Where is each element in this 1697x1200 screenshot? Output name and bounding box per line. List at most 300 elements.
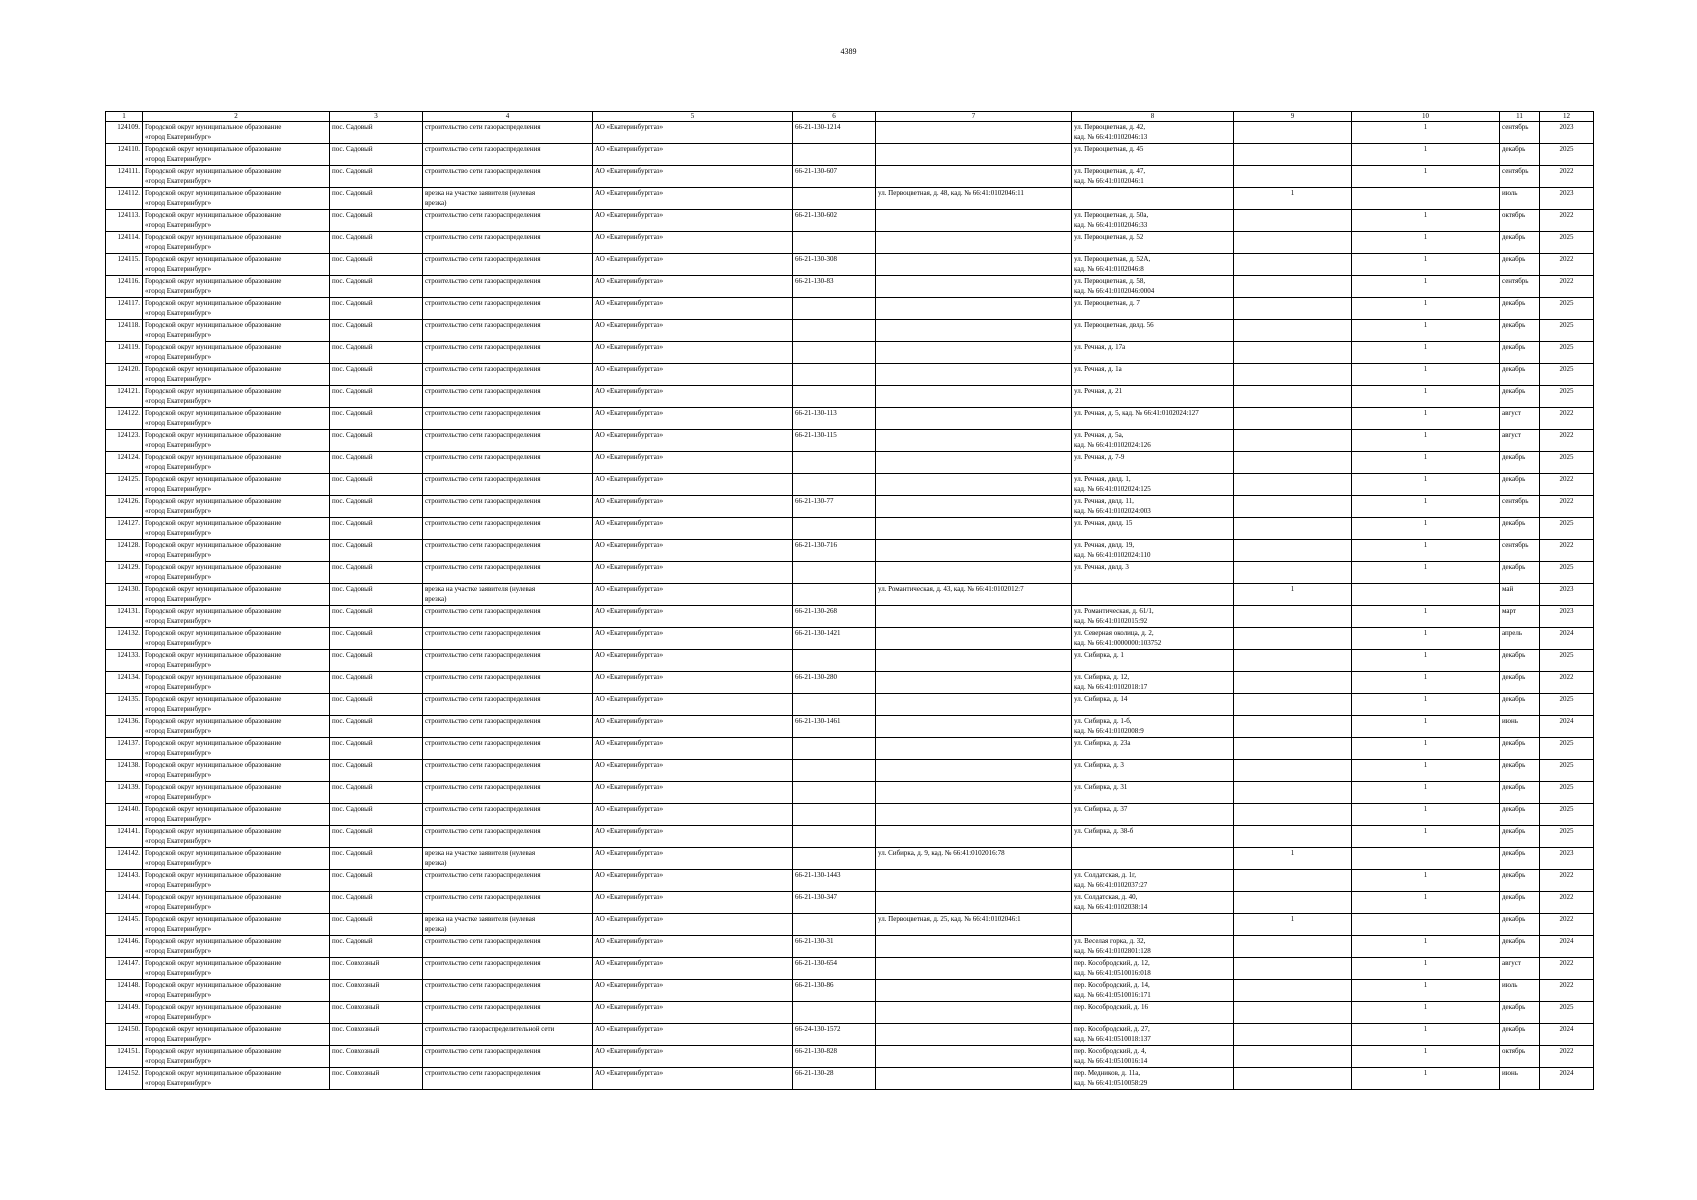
municipality-cell <box>143 628 330 650</box>
cell-text-line: Городской округ муниципальное образование <box>145 1047 282 1055</box>
operator-cell: АО «Екатеринбурггаз» <box>593 826 793 848</box>
cell-text-line: «город Екатеринбург» <box>145 243 212 251</box>
operator-cell: АО «Екатеринбурггаз» <box>593 672 793 694</box>
network-count-cell: 1 <box>1352 650 1500 672</box>
month-cell: октябрь <box>1500 1046 1540 1068</box>
object-code-cell: 66-21-130-83 <box>793 276 876 298</box>
month-cell: декабрь <box>1500 386 1540 408</box>
settlement-cell: пос. Садовый <box>330 936 423 958</box>
insert-address-cell <box>876 166 1072 188</box>
work-type-cell: строительство сети газораспределения <box>423 298 593 320</box>
insert-count-cell <box>1234 562 1352 584</box>
network-count-cell: 1 <box>1352 210 1500 232</box>
insert-address-cell <box>876 320 1072 342</box>
municipality-cell <box>143 540 330 562</box>
month-cell: декабрь <box>1500 848 1540 870</box>
operator-cell: АО «Екатеринбурггаз» <box>593 144 793 166</box>
insert-count-cell <box>1234 628 1352 650</box>
network-count-cell: 1 <box>1352 870 1500 892</box>
settlement-cell: пос. Садовый <box>330 210 423 232</box>
cell-text-line: «город Екатеринбург» <box>145 947 212 955</box>
cell-text-line: кад. № 66:41:0102037:27 <box>1074 881 1148 889</box>
insert-count-cell <box>1234 1046 1352 1068</box>
cell-text-line: «город Екатеринбург» <box>145 617 212 625</box>
cell-text-line: ул. Первоцветная, двлд. 56 <box>1074 321 1154 329</box>
insert-address-cell <box>876 782 1072 804</box>
cell-text-line: Городской округ муниципальное образование <box>145 563 282 571</box>
insert-address-cell <box>876 870 1072 892</box>
municipality-cell <box>143 386 330 408</box>
cell-text-line: ул. Веселая горка, д. 32, <box>1074 937 1146 945</box>
network-count-cell <box>1352 188 1500 210</box>
insert-count-cell <box>1234 958 1352 980</box>
address-cell <box>1072 782 1234 804</box>
cell-text-line: ул. Речная, двлд. 1, <box>1074 475 1131 483</box>
object-code-cell <box>793 826 876 848</box>
row-number-cell: 124121. <box>106 386 143 408</box>
object-code-cell <box>793 474 876 496</box>
municipality-cell <box>143 760 330 782</box>
column-header: 6 <box>793 112 876 122</box>
network-count-cell: 1 <box>1352 980 1500 1002</box>
cell-text-line: Городской округ муниципальное образование <box>145 695 282 703</box>
month-cell: июнь <box>1500 1068 1540 1090</box>
month-cell: июль <box>1500 980 1540 1002</box>
network-count-cell <box>1352 584 1500 606</box>
month-cell: сентябрь <box>1500 166 1540 188</box>
cell-text-line: ул. Солдатская, д. 40, <box>1074 893 1138 901</box>
cell-text-line: «город Екатеринбург» <box>145 639 212 647</box>
year-cell: 2025 <box>1540 144 1594 166</box>
operator-cell: АО «Екатеринбурггаз» <box>593 430 793 452</box>
settlement-cell: пос. Садовый <box>330 188 423 210</box>
row-number-cell: 124139. <box>106 782 143 804</box>
table-row <box>106 716 1594 738</box>
cell-text-line: кад. № 66:41:0510058:29 <box>1074 1079 1148 1087</box>
month-cell: декабрь <box>1500 826 1540 848</box>
insert-address-cell <box>876 958 1072 980</box>
operator-cell: АО «Екатеринбурггаз» <box>593 760 793 782</box>
table-row <box>106 870 1594 892</box>
cell-text-line: кад. № 66:41:0102046:0004 <box>1074 287 1155 295</box>
cell-text-line: кад. № 66:41:0102046:13 <box>1074 133 1148 141</box>
month-cell: декабрь <box>1500 562 1540 584</box>
cell-text-line: ул. Первоцветная, д. 45 <box>1074 145 1144 153</box>
insert-count-cell <box>1234 122 1352 144</box>
cell-text-line: «город Екатеринбург» <box>145 1057 212 1065</box>
cell-text-line: врезка) <box>425 859 447 867</box>
address-cell <box>1072 584 1234 606</box>
network-count-cell: 1 <box>1352 452 1500 474</box>
address-cell <box>1072 1046 1234 1068</box>
table-row <box>106 320 1594 342</box>
cell-text-line: Городской округ муниципальное образование <box>145 431 282 439</box>
network-count-cell: 1 <box>1352 430 1500 452</box>
cell-text-line: кад. № 66:41:0000000:103752 <box>1074 639 1162 647</box>
cell-text-line: ул. Сибирка, д. 14 <box>1074 695 1128 703</box>
object-code-cell <box>793 738 876 760</box>
month-cell: декабрь <box>1500 892 1540 914</box>
object-code-cell: 66-21-130-1421 <box>793 628 876 650</box>
address-cell <box>1072 144 1234 166</box>
network-count-cell: 1 <box>1352 540 1500 562</box>
column-header: 7 <box>876 112 1072 122</box>
operator-cell: АО «Екатеринбурггаз» <box>593 892 793 914</box>
row-number-cell: 124152. <box>106 1068 143 1090</box>
insert-address-cell <box>876 232 1072 254</box>
month-cell: август <box>1500 408 1540 430</box>
cell-text-line: «город Екатеринбург» <box>145 485 212 493</box>
work-type-cell: строительство сети газораспределения <box>423 232 593 254</box>
settlement-cell: пос. Садовый <box>330 254 423 276</box>
cell-text-line: ул. Речная, д. 5а, <box>1074 431 1124 439</box>
table-row <box>106 1046 1594 1068</box>
insert-count-cell <box>1234 342 1352 364</box>
year-cell: 2025 <box>1540 518 1594 540</box>
address-cell <box>1072 650 1234 672</box>
municipality-cell <box>143 232 330 254</box>
network-count-cell: 1 <box>1352 386 1500 408</box>
settlement-cell: пос. Садовый <box>330 122 423 144</box>
work-type-cell: строительство сети газораспределения <box>423 672 593 694</box>
address-cell <box>1072 804 1234 826</box>
settlement-cell: пос. Садовый <box>330 276 423 298</box>
month-cell: декабрь <box>1500 232 1540 254</box>
insert-count-cell <box>1234 1002 1352 1024</box>
insert-count-cell <box>1234 276 1352 298</box>
year-cell: 2022 <box>1540 980 1594 1002</box>
object-code-cell: 66-21-130-1443 <box>793 870 876 892</box>
row-number-cell: 124122. <box>106 408 143 430</box>
row-number-cell: 124114. <box>106 232 143 254</box>
settlement-cell: пос. Совхозный <box>330 1068 423 1090</box>
network-count-cell: 1 <box>1352 1046 1500 1068</box>
cell-text-line: кад. № 66:41:0510016:14 <box>1074 1057 1148 1065</box>
row-number-cell: 124151. <box>106 1046 143 1068</box>
year-cell: 2022 <box>1540 276 1594 298</box>
operator-cell: АО «Екатеринбурггаз» <box>593 408 793 430</box>
row-number-cell: 124140. <box>106 804 143 826</box>
cell-text-line: «город Екатеринбург» <box>145 441 212 449</box>
cell-text-line: «город Екатеринбург» <box>145 991 212 999</box>
cell-text-line: кад. № 66:41:0102046:33 <box>1074 221 1148 229</box>
year-cell: 2022 <box>1540 958 1594 980</box>
address-cell <box>1072 386 1234 408</box>
row-number-cell: 124147. <box>106 958 143 980</box>
insert-address-cell <box>876 562 1072 584</box>
settlement-cell: пос. Совхозный <box>330 1046 423 1068</box>
cell-text-line: Городской округ муниципальное образование <box>145 475 282 483</box>
insert-address-cell <box>876 496 1072 518</box>
table-row <box>106 628 1594 650</box>
insert-address-cell <box>876 364 1072 386</box>
address-cell <box>1072 364 1234 386</box>
cell-text-line: кад. № 66:41:0102024:110 <box>1074 551 1151 559</box>
municipality-cell <box>143 276 330 298</box>
settlement-cell: пос. Садовый <box>330 870 423 892</box>
municipality-cell <box>143 188 330 210</box>
month-cell: декабрь <box>1500 804 1540 826</box>
insert-address-cell <box>876 144 1072 166</box>
cell-text-line: «город Екатеринбург» <box>145 353 212 361</box>
cell-text-line: Городской округ муниципальное образование <box>145 497 282 505</box>
insert-address-cell <box>876 1002 1072 1024</box>
object-code-cell <box>793 760 876 782</box>
operator-cell: АО «Екатеринбурггаз» <box>593 188 793 210</box>
object-code-cell: 66-21-130-113 <box>793 408 876 430</box>
cell-text-line: «город Екатеринбург» <box>145 221 212 229</box>
address-cell <box>1072 628 1234 650</box>
cell-text-line: ул. Северная околица, д. 2, <box>1074 629 1154 637</box>
address-cell <box>1072 452 1234 474</box>
row-number-cell: 124137. <box>106 738 143 760</box>
cell-text-line: Городской округ муниципальное образование <box>145 1025 282 1033</box>
year-cell: 2025 <box>1540 694 1594 716</box>
object-code-cell: 66-21-130-716 <box>793 540 876 562</box>
cell-text-line: «город Екатеринбург» <box>145 507 212 515</box>
year-cell: 2025 <box>1540 452 1594 474</box>
cell-text-line: ул. Речная, д. 17а <box>1074 343 1126 351</box>
work-type-cell: строительство сети газораспределения <box>423 606 593 628</box>
municipality-cell <box>143 650 330 672</box>
insert-count-cell <box>1234 672 1352 694</box>
object-code-cell: 66-21-130-607 <box>793 166 876 188</box>
address-cell <box>1072 342 1234 364</box>
cell-text-line: «город Екатеринбург» <box>145 903 212 911</box>
address-cell <box>1072 298 1234 320</box>
year-cell: 2023 <box>1540 848 1594 870</box>
settlement-cell: пос. Совхозный <box>330 980 423 1002</box>
address-cell <box>1072 936 1234 958</box>
address-cell <box>1072 518 1234 540</box>
address-cell <box>1072 694 1234 716</box>
cell-text-line: Городской округ муниципальное образование <box>145 871 282 879</box>
insert-address-cell: ул. Сибирка, д. 9, кад. № 66:41:0102016:78 <box>876 848 1072 870</box>
month-cell: декабрь <box>1500 254 1540 276</box>
cell-text-line: врезка) <box>425 595 447 603</box>
insert-count-cell <box>1234 144 1352 166</box>
operator-cell: АО «Екатеринбурггаз» <box>593 694 793 716</box>
cell-text-line: пер. Кособродский, д. 14, <box>1074 981 1150 989</box>
month-cell: июнь <box>1500 716 1540 738</box>
table-row <box>106 892 1594 914</box>
address-cell <box>1072 430 1234 452</box>
cell-text-line: ул. Первоцветная, д. 52 <box>1074 233 1144 241</box>
settlement-cell: пос. Садовый <box>330 144 423 166</box>
cell-text-line: «город Екатеринбург» <box>145 155 212 163</box>
cell-text-line: Городской округ муниципальное образование <box>145 783 282 791</box>
municipality-cell <box>143 694 330 716</box>
work-type-cell: строительство сети газораспределения <box>423 342 593 364</box>
work-type-cell: строительство сети газораспределения <box>423 826 593 848</box>
insert-count-cell: 1 <box>1234 914 1352 936</box>
network-count-cell: 1 <box>1352 1024 1500 1046</box>
row-number-cell: 124119. <box>106 342 143 364</box>
insert-address-cell <box>876 122 1072 144</box>
row-number-cell: 124115. <box>106 254 143 276</box>
cell-text-line: ул. Первоцветная, д. 52А, <box>1074 255 1151 263</box>
municipality-cell <box>143 848 330 870</box>
network-count-cell: 1 <box>1352 562 1500 584</box>
insert-address-cell <box>876 804 1072 826</box>
cell-text-line: кад. № 66:41:0102008:9 <box>1074 727 1144 735</box>
cell-text-line: «город Екатеринбург» <box>145 969 212 977</box>
address-cell <box>1072 232 1234 254</box>
cell-text-line: «город Екатеринбург» <box>145 749 212 757</box>
work-type-cell: строительство сети газораспределения <box>423 892 593 914</box>
cell-text-line: ул. Романтическая, д. 61/1, <box>1074 607 1154 615</box>
object-code-cell: 66-21-130-268 <box>793 606 876 628</box>
cell-text-line: пер. Кособродский, д. 27, <box>1074 1025 1150 1033</box>
object-code-cell: 66-21-130-77 <box>793 496 876 518</box>
row-number-cell: 124125. <box>106 474 143 496</box>
table-row <box>106 276 1594 298</box>
object-code-cell <box>793 298 876 320</box>
cell-text-line: кад. № 66:41:0510018:137 <box>1074 1035 1151 1043</box>
insert-address-cell <box>876 342 1072 364</box>
municipality-cell <box>143 254 330 276</box>
work-type-cell: строительство сети газораспределения <box>423 474 593 496</box>
insert-count-cell: 1 <box>1234 848 1352 870</box>
operator-cell: АО «Екатеринбурггаз» <box>593 122 793 144</box>
insert-count-cell <box>1234 804 1352 826</box>
insert-count-cell <box>1234 430 1352 452</box>
insert-address-cell <box>876 826 1072 848</box>
object-code-cell <box>793 848 876 870</box>
insert-address-cell <box>876 210 1072 232</box>
municipality-cell <box>143 1002 330 1024</box>
cell-text-line: «город Екатеринбург» <box>145 683 212 691</box>
month-cell: декабрь <box>1500 342 1540 364</box>
cell-text-line: кад. № 66:41:0102015:92 <box>1074 617 1148 625</box>
settlement-cell: пос. Садовый <box>330 496 423 518</box>
year-cell: 2024 <box>1540 1024 1594 1046</box>
operator-cell: АО «Екатеринбурггаз» <box>593 1002 793 1024</box>
insert-address-cell <box>876 276 1072 298</box>
operator-cell: АО «Екатеринбурггаз» <box>593 914 793 936</box>
settlement-cell: пос. Садовый <box>330 474 423 496</box>
address-cell <box>1072 848 1234 870</box>
row-number-cell: 124131. <box>106 606 143 628</box>
address-cell <box>1072 1024 1234 1046</box>
cell-text-line: Городской округ муниципальное образование <box>145 739 282 747</box>
cell-text-line: Городской округ муниципальное образование <box>145 167 282 175</box>
settlement-cell: пос. Садовый <box>330 364 423 386</box>
operator-cell: АО «Екатеринбурггаз» <box>593 628 793 650</box>
year-cell: 2025 <box>1540 386 1594 408</box>
cell-text-line: пер. Медников, д. 11а, <box>1074 1069 1141 1077</box>
insert-address-cell <box>876 452 1072 474</box>
network-count-cell: 1 <box>1352 496 1500 518</box>
cell-text-line: кад. № 66:41:0510016:171 <box>1074 991 1151 999</box>
year-cell: 2024 <box>1540 716 1594 738</box>
column-header: 8 <box>1072 112 1234 122</box>
network-count-cell: 1 <box>1352 408 1500 430</box>
row-number-cell: 124132. <box>106 628 143 650</box>
table-row <box>106 936 1594 958</box>
object-code-cell <box>793 144 876 166</box>
settlement-cell: пос. Садовый <box>330 628 423 650</box>
work-type-cell: строительство сети газораспределения <box>423 540 593 562</box>
object-code-cell <box>793 694 876 716</box>
network-count-cell: 1 <box>1352 474 1500 496</box>
column-header: 12 <box>1540 112 1594 122</box>
cell-text-line: «город Екатеринбург» <box>145 815 212 823</box>
cell-text-line: Городской округ муниципальное образование <box>145 585 282 593</box>
settlement-cell: пос. Садовый <box>330 232 423 254</box>
operator-cell: АО «Екатеринбурггаз» <box>593 474 793 496</box>
municipality-cell <box>143 496 330 518</box>
cell-text-line: ул. Речная, д. 21 <box>1074 387 1123 395</box>
object-code-cell: 66-21-130-31 <box>793 936 876 958</box>
cell-text-line: пер. Кособродский, д. 12, <box>1074 959 1150 967</box>
operator-cell: АО «Екатеринбурггаз» <box>593 1068 793 1090</box>
work-type-cell: строительство сети газораспределения <box>423 650 593 672</box>
table-row <box>106 650 1594 672</box>
insert-count-cell <box>1234 254 1352 276</box>
cell-text-line: «город Екатеринбург» <box>145 529 212 537</box>
table-row <box>106 584 1594 606</box>
municipality-cell <box>143 1068 330 1090</box>
operator-cell: АО «Екатеринбурггаз» <box>593 958 793 980</box>
cell-text-line: кад. № 66:41:0102018:17 <box>1074 683 1148 691</box>
column-header: 3 <box>330 112 423 122</box>
insert-count-cell <box>1234 782 1352 804</box>
settlement-cell: пос. Совхозный <box>330 958 423 980</box>
network-count-cell: 1 <box>1352 606 1500 628</box>
row-number-cell: 124109. <box>106 122 143 144</box>
work-type-cell <box>423 914 593 936</box>
cell-text-line: «город Екатеринбург» <box>145 771 212 779</box>
row-number-cell: 124127. <box>106 518 143 540</box>
year-cell: 2022 <box>1540 166 1594 188</box>
row-number-cell: 124135. <box>106 694 143 716</box>
cell-text-line: Городской округ муниципальное образование <box>145 673 282 681</box>
month-cell: март <box>1500 606 1540 628</box>
municipality-cell <box>143 672 330 694</box>
month-cell: декабрь <box>1500 870 1540 892</box>
cell-text-line: «город Екатеринбург» <box>145 419 212 427</box>
year-cell: 2025 <box>1540 650 1594 672</box>
year-cell: 2025 <box>1540 562 1594 584</box>
table-row <box>106 430 1594 452</box>
operator-cell: АО «Екатеринбурггаз» <box>593 782 793 804</box>
month-cell: декабрь <box>1500 144 1540 166</box>
cell-text-line: «город Екатеринбург» <box>145 1079 212 1087</box>
operator-cell: АО «Екатеринбурггаз» <box>593 584 793 606</box>
row-number-cell: 124146. <box>106 936 143 958</box>
operator-cell: АО «Екатеринбурггаз» <box>593 166 793 188</box>
address-cell <box>1072 892 1234 914</box>
insert-count-cell <box>1234 980 1352 1002</box>
row-number-cell: 124144. <box>106 892 143 914</box>
year-cell: 2024 <box>1540 628 1594 650</box>
cell-text-line: Городской округ муниципальное образование <box>145 387 282 395</box>
month-cell: декабрь <box>1500 782 1540 804</box>
cell-text-line: кад. № 66:41:0102024:125 <box>1074 485 1151 493</box>
insert-count-cell <box>1234 518 1352 540</box>
table-row <box>106 980 1594 1002</box>
year-cell: 2022 <box>1540 892 1594 914</box>
municipality-cell <box>143 210 330 232</box>
municipality-cell <box>143 958 330 980</box>
table-row <box>106 738 1594 760</box>
cell-text-line: врезка на участке заявителя (нулевая <box>425 849 536 857</box>
work-type-cell: строительство сети газораспределения <box>423 562 593 584</box>
table-row <box>106 210 1594 232</box>
cell-text-line: «город Екатеринбург» <box>145 837 212 845</box>
operator-cell: АО «Екатеринбурггаз» <box>593 848 793 870</box>
